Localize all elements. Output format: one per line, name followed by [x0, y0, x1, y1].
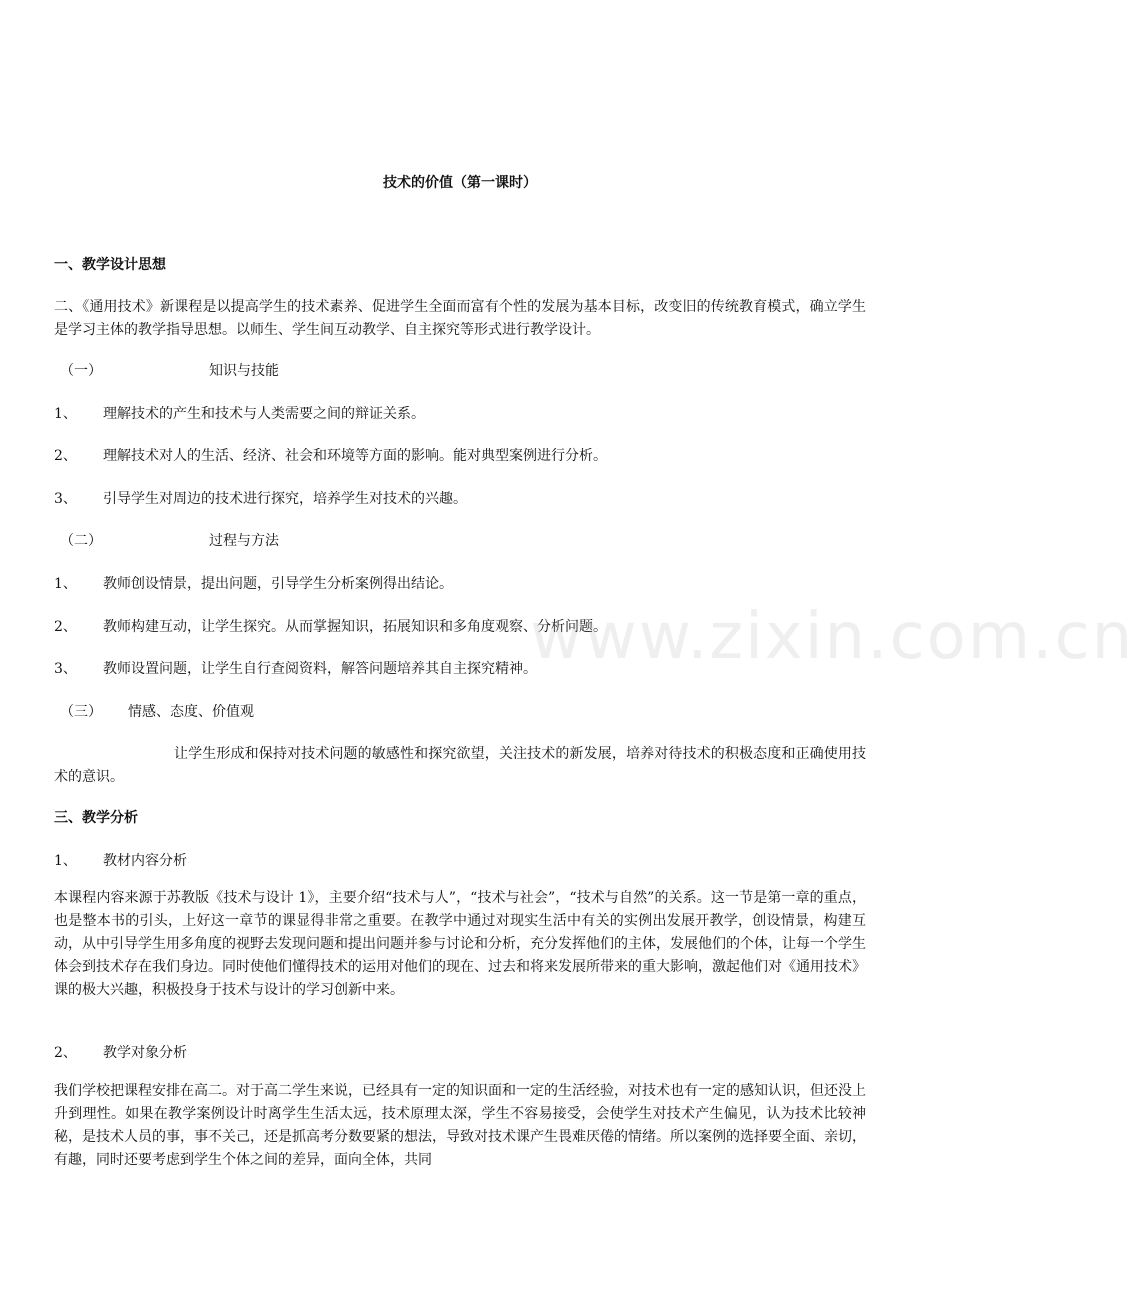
goal2-item-2-text: 教师构建互动，让学生探究。从而掌握知识，拓展知识和多角度观察、分析问题。	[103, 619, 607, 635]
goal2-title: 过程与方法	[209, 533, 279, 549]
analysis-sub2-num: 2、	[54, 1045, 77, 1061]
goal1-item-3-num: 3、	[54, 491, 77, 507]
goal3-title: 情感、态度、价值观	[128, 704, 254, 720]
analysis-sub1-title: 教材内容分析	[103, 853, 187, 869]
document-title: 技术的价值（第一课时）	[383, 175, 537, 191]
goal1-item-3-text: 引导学生对周边的技术进行探究，培养学生对技术的兴趣。	[103, 491, 467, 507]
goal1-item-2-num: 2、	[54, 448, 77, 464]
goal1-item-2-text: 理解技术对人的生活、经济、社会和环境等方面的影响。能对典型案例进行分析。	[103, 448, 607, 464]
goal2-label: （二）	[60, 533, 102, 549]
goal2-item-3-text: 教师设置问题，让学生自行查阅资料，解答问题培养其自主探究精神。	[103, 661, 537, 677]
design-paragraph: 二、《通用技术》新课程是以提高学生的技术素养、促进学生全面而富有个性的发展为基本目标，改变旧的传统教育模式，确立学生是学习主体的教学指导思想。以师生、学生间互动教学、自主探究等形式进行教学设计。	[54, 299, 866, 338]
goal2-item-2-num: 2、	[54, 619, 77, 635]
goal2-item-3-num: 3、	[54, 661, 77, 677]
section-heading-analysis: 三、教学分析	[54, 810, 138, 826]
goal2-item-1-text: 教师创设情景，提出问题，引导学生分析案例得出结论。	[103, 576, 453, 592]
analysis-paragraph-2: 我们学校把课程安排在高二。对于高二学生来说，已经具有一定的知识面和一定的生活经验，对技术也有一定的感知认识，但还没上升到理性。如果在教学案例设计时离学生生活太远，技术原理太深，学生不容易接受，会使学生对技术产生偏见，认为技术比较神秘，是技术人员的事，事不关己，还是抓高考分数要紧的想法，导致对技术课产生畏难厌倦的情绪。所以案例的选择要全面、亲切，有趣，同时还要考虑到学生个体之间的差异，面向全体，共同	[54, 1083, 866, 1168]
analysis-paragraph-1: 本课程内容来源于苏教版《技术与设计 1》，主要介绍“技术与人”，“技术与社会”，“技术与自然”的关系。这一节是第一章的重点，也是整本书的引头，上好这一章节的课显得非常之重要。在教学中通过对现实生活中有关的实例出发展开教学，创设情景，构建互动，从中引导学生用多角度的视野去发现问题和提出问题并参与讨论和分析，充分发挥他们的主体，发展他们的个体，让每一个学生体会到技术存在我们身边。同时使他们懂得技术的运用对他们的现在、过去和将来发展所带来的重大影响，激起他们对《通用技术》课的极大兴趣，积极投身于技术与设计的学习创新中来。	[54, 890, 866, 998]
goal1-title: 知识与技能	[209, 363, 279, 379]
analysis-sub1-num: 1、	[54, 853, 77, 869]
goal3-label: （三）	[60, 704, 102, 720]
goal3-paragraph: 让学生形成和保持对技术问题的敏感性和探究欲望，关注技术的新发展，培养对待技术的积极态度和正确使用技术的意识。	[54, 746, 866, 785]
watermark: www.zixin.com.cn	[530, 600, 1134, 674]
goal1-item-1-text: 理解技术的产生和技术与人类需要之间的辩证关系。	[103, 406, 425, 422]
section-heading-design: 一、教学设计思想	[54, 257, 166, 273]
goal2-item-1-num: 1、	[54, 576, 77, 592]
analysis-sub2-title: 教学对象分析	[103, 1045, 187, 1061]
goal1-label: （一）	[60, 363, 102, 379]
goal1-item-1-num: 1、	[54, 406, 77, 422]
